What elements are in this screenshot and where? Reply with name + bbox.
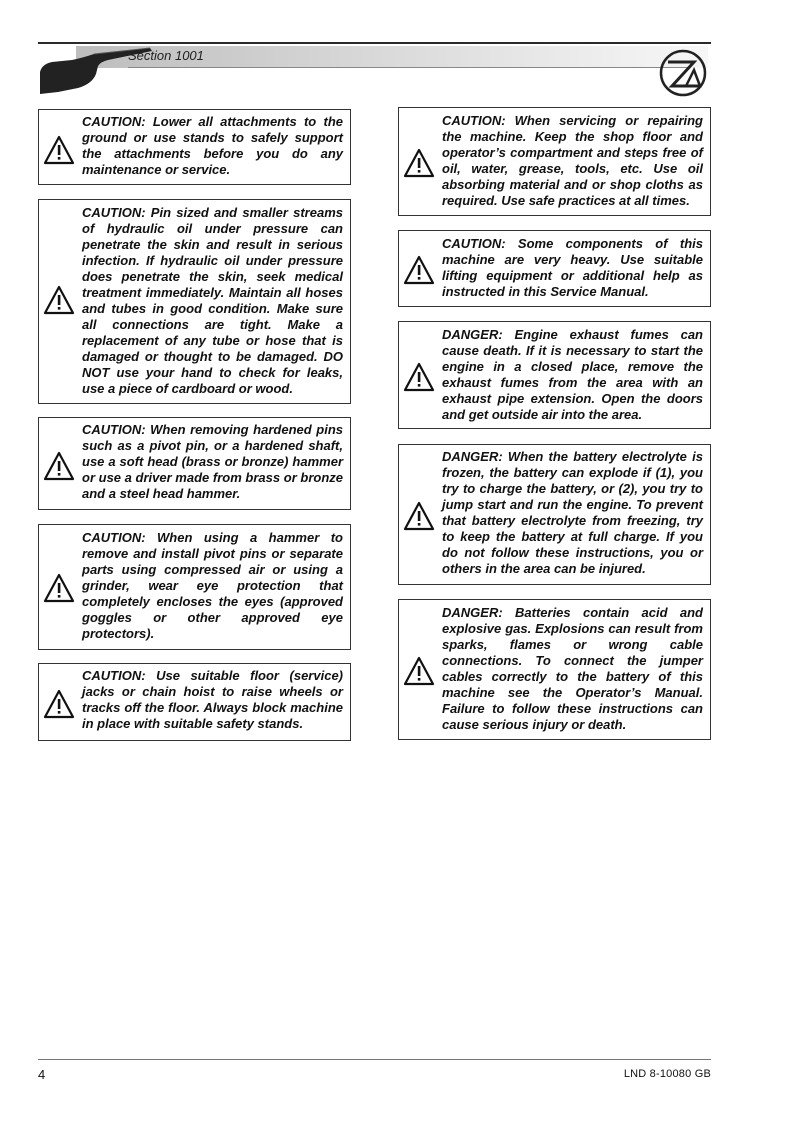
caution-box-hydraulic-oil — [38, 199, 351, 404]
caution-text: CAUTION: Lower all attachments to the ground or use stands to safely support the attachments before you do any maintenance or service. — [82, 114, 343, 177]
warning-triangle-icon — [403, 362, 435, 392]
caution-text: CAUTION: Some components of this machine are very heavy. Use suitable lifting equipment or additional help as instructed in this Service Manual. — [442, 236, 703, 299]
warning-triangle-icon — [43, 135, 75, 165]
warning-triangle-icon — [403, 255, 435, 285]
warning-triangle-icon — [403, 148, 435, 178]
caution-box-hardened-pins — [38, 417, 351, 510]
warning-triangle-icon — [43, 285, 75, 315]
caution-box-lower-attachments — [38, 109, 351, 185]
page-number: 4 — [38, 1067, 46, 1082]
danger-text: DANGER: Engine exhaust fumes can cause death. If it is necessary to start the engine in a closed place, remove the exhaust fumes from the area with an exhaust pipe extension. Open the doors and get outside air into the area. — [442, 327, 703, 422]
footer-rule — [38, 1059, 711, 1060]
caution-text: CAUTION: Use suitable floor (service) jacks or chain hoist to raise wheels or tracks off the floor. Always block machine in place with suitable safety stands. — [82, 668, 343, 731]
warning-triangle-icon — [43, 451, 75, 481]
manufacturer-logo-icon — [658, 48, 708, 98]
warning-triangle-icon — [403, 656, 435, 686]
danger-box-exhaust-fumes — [398, 321, 711, 429]
danger-box-battery-acid — [398, 599, 711, 740]
document-code: LND 8-10080 GB — [623, 1068, 711, 1080]
caution-box-eye-protection — [38, 524, 351, 650]
warning-triangle-icon — [43, 689, 75, 719]
caution-box-shop-floor — [398, 107, 711, 216]
caution-text: CAUTION: When using a hammer to remove and install pivot pins or separate parts using compressed air or using a grinder, wear eye protection that completely encloses the eyes (approved goggles or other approved eye protectors). — [82, 530, 343, 641]
section-label: Section 1001 — [128, 48, 204, 63]
warning-triangle-icon — [403, 501, 435, 531]
caution-text: CAUTION: When removing hardened pins such as a pivot pin, or a hardened shaft, use a soft head (brass or bronze) hammer or use a driver made from brass or bronze and a steel head hammer. — [82, 422, 343, 501]
danger-box-battery-electrolyte — [398, 444, 711, 585]
caution-box-floor-jacks — [38, 663, 351, 741]
danger-text: DANGER: Batteries contain acid and explosive gas. Explosions can result from sparks, flames or wrong cable connections. To connect the jumper cables correctly to the battery of this machine see the Operator’s Manual. Failure to follow these instructions can cause serious injury or death. — [442, 605, 703, 732]
caution-box-heavy-components — [398, 230, 711, 307]
page-header — [38, 42, 711, 98]
caution-text: CAUTION: When servicing or repairing the machine. Keep the shop floor and operator’s compartment and steps free of oil, water, grease, tools, etc. Use oil absorbing material and or shop cloths as required. Use safe practices at all times. — [442, 113, 703, 208]
header-underline — [128, 67, 688, 68]
warning-triangle-icon — [43, 573, 75, 603]
danger-text: DANGER: When the battery electrolyte is frozen, the battery can explode if (1), you try to charge the battery, or (2), you try to jump start and run the engine. To prevent that battery electrolyte from freezing, try to keep the battery at full charge. If you do not follow these instructions, you or others in the area can be injured. — [442, 449, 703, 576]
caution-text: CAUTION: Pin sized and smaller streams of hydraulic oil under pressure can penetrate the skin and result in serious infection. If hydraulic oil under pressure does penetrate the skin, seek medical treatment immediately. Maintain all hoses and tubes in good condition. Make sure all connections are tight. Make a replacement of any tube or hose that is damaged or thought to be damaged. DO NOT use your hand to check for leaks, use a piece of cardboard or wood. — [82, 205, 343, 396]
